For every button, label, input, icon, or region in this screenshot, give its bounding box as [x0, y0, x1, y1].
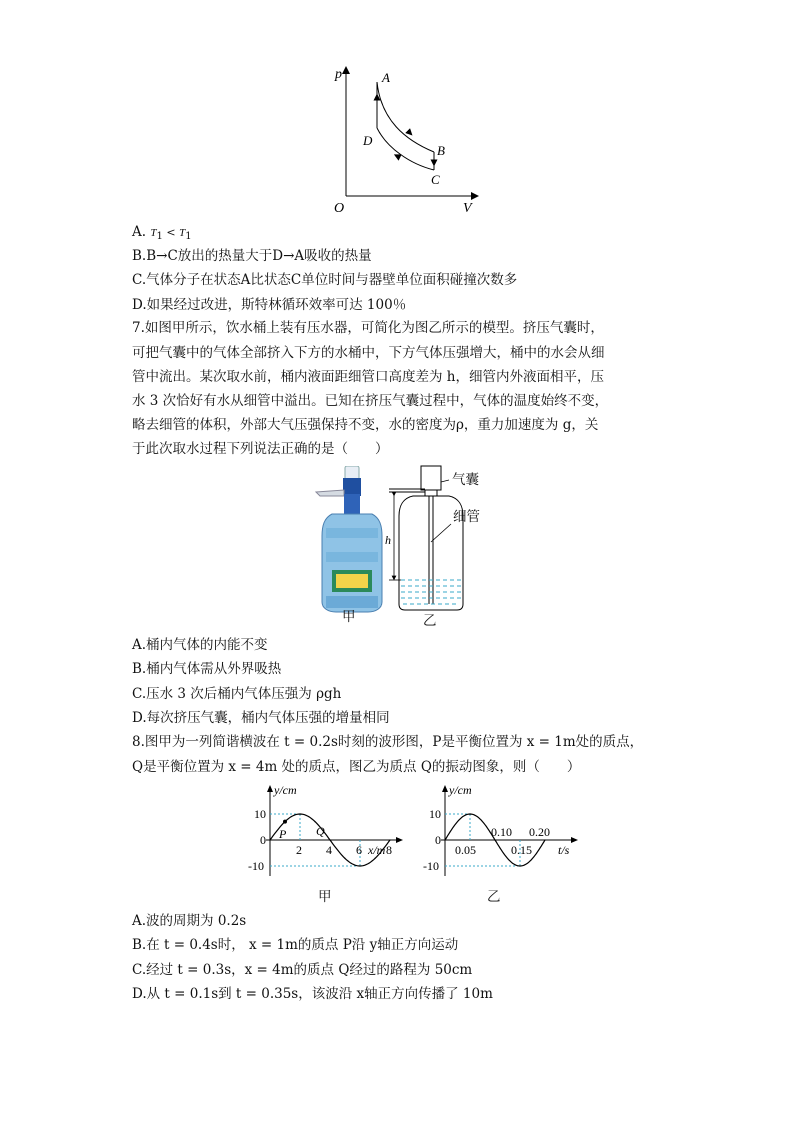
- q6-option-d: D.如果经过改进，斯特林循环效率可达 100％: [132, 297, 407, 313]
- label-thin-tube: 细管: [453, 509, 480, 525]
- data-point: [544, 839, 545, 840]
- y-tick-label: 0: [260, 833, 266, 847]
- water-jug-photo: [310, 466, 390, 626]
- q6-option-a: A. T1 < T1: [132, 224, 192, 242]
- q8-option-a: A.波的周期为 0.2s: [132, 913, 247, 929]
- origin-label: O: [334, 201, 345, 216]
- wave-chart: [240, 782, 410, 882]
- data-point: [314, 821, 315, 822]
- x-axis-arrow: [571, 837, 578, 843]
- x-tick-label: 0.10: [491, 825, 512, 839]
- point-p-label: P: [279, 827, 287, 841]
- y-tick-label: 10: [429, 807, 441, 821]
- q7-line-3: 管中流出。某次取水前，桶内液面距细管口高度差为 h，细管内外液面相平，压: [132, 369, 604, 385]
- arrow-ab: [403, 126, 410, 133]
- x-tick-label: 0.20: [529, 825, 550, 839]
- q7-option-a: A.桶内气体的内能不变: [132, 637, 268, 653]
- pv-diagram: [325, 60, 485, 220]
- q7-line-1: 7.如图甲所示，饮水桶上装有压水器，可简化为图乙所示的模型。挤压气囊时，: [132, 320, 604, 336]
- point-q-label: Q: [316, 824, 325, 838]
- data-point: [329, 839, 330, 840]
- data-point: [299, 813, 300, 814]
- x-axis-label: t/s: [558, 843, 570, 857]
- q7-line-6: 于此次取水过程下列说法正确的是（ ）: [132, 441, 389, 457]
- data-point: [359, 865, 360, 866]
- height-label: h: [385, 533, 391, 547]
- y-axis-label: y/cm: [274, 783, 297, 797]
- cycle-cd: [377, 128, 434, 170]
- x-axis-arrow: [396, 837, 403, 843]
- point-d-label: D: [363, 133, 373, 148]
- data-point: [374, 858, 375, 859]
- air-bag: [421, 466, 441, 490]
- vibration-chart: [415, 782, 585, 882]
- fig8-yi-label: 乙: [487, 889, 501, 905]
- data-point: [344, 858, 345, 859]
- point-c-label: C: [431, 172, 440, 187]
- y-axis-arrow: [442, 785, 448, 792]
- q8-line-1: 8.图甲为一列简谐横波在 t = 0.2s时刻的波形图，P是平衡位置为 x = 1m处的质点，: [132, 734, 644, 750]
- data-point: [519, 865, 520, 866]
- x-tick-label: 4: [326, 843, 332, 857]
- fig7-jia-label: 甲: [342, 609, 356, 625]
- q8-line-2: Q是平衡位置为 x = 4m 处的质点，图乙为质点 Q的振动图象，则（ ）: [132, 759, 581, 775]
- point-b-label: B: [437, 143, 445, 158]
- x-tick-label: 0.05: [455, 843, 476, 857]
- q7-option-b: B.桶内气体需从外界吸热: [132, 661, 282, 677]
- data-point: [444, 839, 445, 840]
- bucket-schematic: [385, 462, 505, 632]
- q6-option-c: C.气体分子在状态A比状态C单位时间与器壁单位面积碰撞次数多: [132, 272, 518, 288]
- q7-line-5: 略去细管的体积，外部大气压强保持不变，水的密度为ρ，重力加速度为 g，关: [132, 417, 599, 433]
- y-tick-label: -10: [423, 859, 439, 873]
- q7-line-2: 可把气囊中的气体全部挤入下方的水桶中，下方气体压强增大，桶中的水会从细: [132, 345, 605, 361]
- q6-option-b: B.B→C放出的热量大于D→A吸收的热量: [132, 248, 372, 264]
- data-point: [389, 839, 390, 840]
- point-a-label: A: [382, 70, 390, 85]
- point-p-marker: [283, 820, 287, 824]
- y-tick-label: 10: [254, 807, 266, 821]
- q8-option-c: C.经过 t = 0.3s，x = 4m的质点 Q经过的路程为 50cm: [132, 962, 473, 978]
- x-tick-label: 0.15: [511, 843, 532, 857]
- x-axis-label: x/m: [368, 843, 386, 857]
- data-point: [494, 839, 495, 840]
- q7-line-4: 水 3 次恰好有水从细管中溢出。已知在挤压气囊过程中，气体的温度始终不变，: [132, 393, 609, 409]
- y-axis-label: y/cm: [449, 783, 472, 797]
- y-axis-arrow: [267, 785, 273, 792]
- q8-option-b: B.在 t = 0.4s时， x = 1m的质点 P沿 y轴正方向运动: [132, 937, 459, 953]
- q8-option-d: D.从 t = 0.1s到 t = 0.35s，该波沿 x轴正方向传播了 10m: [132, 986, 493, 1002]
- q7-option-c: C.压水 3 次后桶内气体压强为 ρgh: [132, 686, 342, 702]
- x-tick-label: 2: [296, 843, 302, 857]
- label-airbag: 气囊: [452, 472, 479, 488]
- fig7-yi-label: 乙: [423, 613, 437, 629]
- data-point: [469, 813, 470, 814]
- fig8-jia-label: 甲: [318, 889, 332, 905]
- x-tick-label: 8: [386, 843, 392, 857]
- data-point: [269, 839, 270, 840]
- x-tick-label: 6: [356, 843, 362, 857]
- y-tick-label: -10: [248, 859, 264, 873]
- p-axis-label: p: [335, 67, 342, 82]
- y-tick-label: 0: [435, 833, 441, 847]
- q7-option-d: D.每次挤压气囊，桶内气体压强的增量相同: [132, 710, 390, 726]
- v-axis-label: V: [463, 201, 472, 216]
